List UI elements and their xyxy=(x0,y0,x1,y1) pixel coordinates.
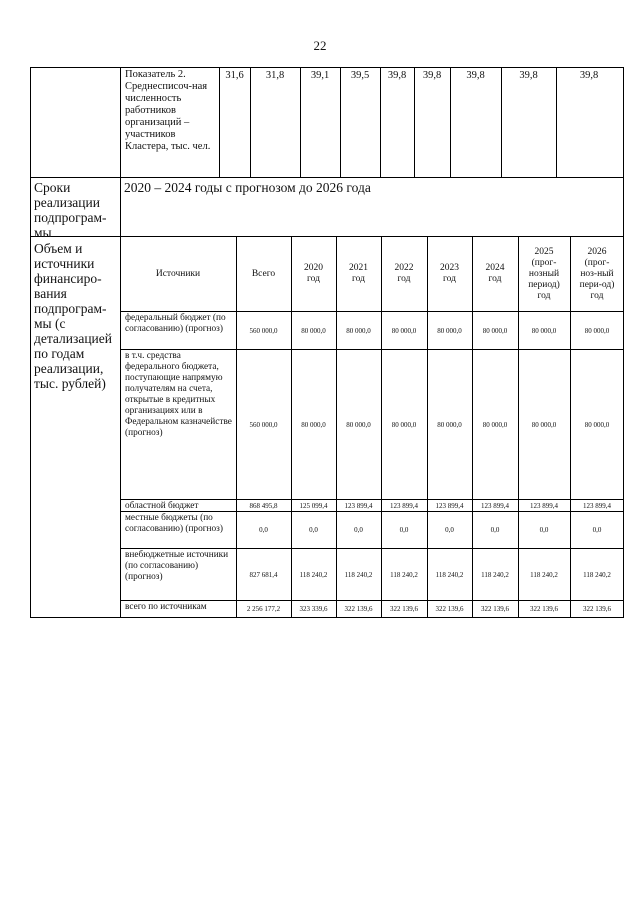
indicator-value: 31,8 xyxy=(265,70,285,81)
cell-value: 827 681,4 xyxy=(249,570,278,579)
cell-value-total: 322 139,6 xyxy=(344,605,373,613)
cell-value-total: 322 139,6 xyxy=(583,605,611,613)
cell-value: 80 000,0 xyxy=(301,326,326,335)
cell-value: 118 240,2 xyxy=(530,570,558,579)
cell-value: 80 000,0 xyxy=(584,420,610,429)
cell-value-total: 322 139,6 xyxy=(530,605,558,613)
cell-value: 0,0 xyxy=(354,526,363,534)
cell-value: 80 000,0 xyxy=(437,326,462,335)
cell-value: 80 000,0 xyxy=(531,326,557,335)
cell-value: 80 000,0 xyxy=(301,420,326,429)
source-label: областной бюджет xyxy=(125,501,199,511)
source-label: внебюджетные источники (по согласованию) (прогноз) xyxy=(125,550,229,582)
header-year-2026: 2026 (прог-ноз-ный пери-од) год xyxy=(579,246,615,301)
indicator-value: 39,1 xyxy=(310,70,330,81)
indicator-value: 39,8 xyxy=(519,70,538,81)
cell-value: 80 000,0 xyxy=(437,420,462,429)
cell-value: 123 899,4 xyxy=(390,501,418,510)
cell-value: 80 000,0 xyxy=(346,326,371,335)
cell-value: 125 099,4 xyxy=(299,501,328,510)
header-year: 2022 год xyxy=(394,263,414,284)
cell-value-total: 322 139,6 xyxy=(435,605,464,613)
cell-value: 0,0 xyxy=(490,526,500,534)
cell-value: 80 000,0 xyxy=(391,326,417,335)
cell-value: 123 899,4 xyxy=(583,501,611,510)
cell-value: 560 000,0 xyxy=(249,326,278,335)
indicator-value: 39,8 xyxy=(387,70,407,81)
cell-value: 80 000,0 xyxy=(391,420,417,429)
timing-label: Сроки реализации подпрограм-мы xyxy=(34,180,107,240)
cell-value: 118 240,2 xyxy=(299,570,328,579)
cell-value: 0,0 xyxy=(309,526,318,534)
source-label: в т.ч. средства федерального бюджета, поступающие напрямую получателям на счета, открытые в кредитных организациях или в Федеральном казначействе (прогноз) xyxy=(125,351,232,438)
header-year: 2021 год xyxy=(349,263,368,284)
indicator-value: 39,8 xyxy=(422,70,442,81)
cell-value: 80 000,0 xyxy=(584,326,610,335)
header-year-2025: 2025 (прог-нозный период) год xyxy=(528,246,560,301)
cell-value-total: 2 256 177,2 xyxy=(246,605,281,613)
header-year: 2020 год xyxy=(304,263,323,284)
cell-value: 0,0 xyxy=(539,526,549,534)
cell-value: 560 000,0 xyxy=(249,420,278,429)
cell-value: 118 240,2 xyxy=(435,570,464,579)
cell-value: 0,0 xyxy=(445,526,454,534)
cell-value: 80 000,0 xyxy=(482,326,508,335)
cell-value: 80 000,0 xyxy=(531,420,557,429)
cell-value: 123 899,4 xyxy=(344,501,373,510)
cell-value: 123 899,4 xyxy=(530,501,558,510)
cell-value: 123 899,4 xyxy=(435,501,464,510)
source-label: местные бюджеты (по согласованию) (прогноз) xyxy=(125,513,223,534)
header-sources: Источники xyxy=(155,268,201,279)
cell-value: 868 495,8 xyxy=(249,501,278,510)
cell-value: 118 240,2 xyxy=(583,570,611,579)
cell-value: 118 240,2 xyxy=(390,570,418,579)
page-number: 22 xyxy=(313,38,327,53)
cell-value: 118 240,2 xyxy=(344,570,373,579)
cell-value-total: 322 139,6 xyxy=(390,605,418,613)
cell-value: 118 240,2 xyxy=(481,570,509,579)
indicator-label: Показатель 2. Среднесписоч-ная численность работников организаций – участников Кластера, тыс. чел. xyxy=(125,69,211,152)
cell-value: 80 000,0 xyxy=(482,420,508,429)
cell-value: 0,0 xyxy=(592,526,602,534)
indicator-value: 39,5 xyxy=(350,70,370,81)
cell-value: 80 000,0 xyxy=(346,420,371,429)
header-year: 2024 год xyxy=(485,263,505,284)
financing-label: Объем и источники финансиро-вания подпрограм-мы (с детализацией по годам реализации, тыс. рублей) xyxy=(34,241,112,391)
cell-value: 123 899,4 xyxy=(481,501,509,510)
cell-value-total: 323 339,6 xyxy=(299,605,328,613)
indicator-value: 31,6 xyxy=(225,70,244,81)
header-total: Всего xyxy=(251,268,276,279)
indicator-value: 39,8 xyxy=(466,70,485,81)
source-label-total: всего по источникам xyxy=(125,602,207,612)
timing-value: 2020 – 2024 годы с прогнозом до 2026 года xyxy=(124,180,371,195)
header-year: 2023 год xyxy=(440,263,459,284)
source-label: федеральный бюджет (по согласованию) (прогноз) xyxy=(125,313,226,334)
cell-value: 0,0 xyxy=(259,526,268,534)
cell-value: 0,0 xyxy=(399,526,409,534)
indicator-value: 39,8 xyxy=(579,70,599,81)
cell-value-total: 322 139,6 xyxy=(481,605,509,613)
